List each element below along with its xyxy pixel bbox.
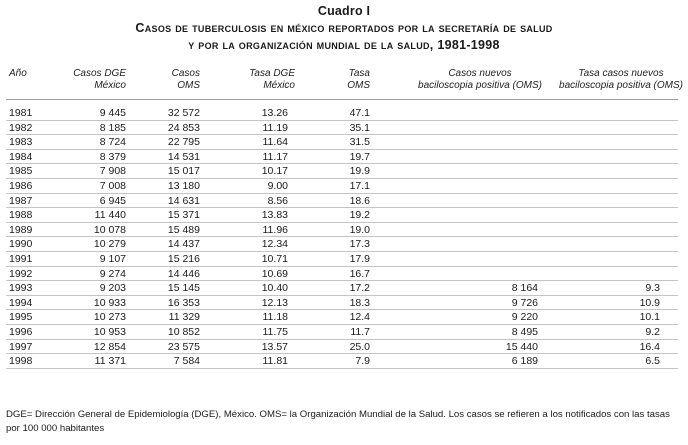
cell-tasa-oms: 19.9 bbox=[349, 165, 370, 178]
cell-casos-oms: 14 446 bbox=[167, 267, 200, 280]
cell-tasa-oms: 11.7 bbox=[350, 325, 370, 338]
cell-tasa-dge: 11.19 bbox=[262, 121, 288, 134]
cell-casos-nuevos: 15 440 bbox=[505, 340, 538, 353]
cell-tasa-oms: 12.4 bbox=[349, 311, 370, 324]
cell-tasa-casos-nuevos: 9.2 bbox=[645, 325, 660, 338]
header-divider bbox=[6, 99, 678, 100]
cell-tasa-oms: 17.1 bbox=[349, 179, 370, 192]
table-row bbox=[6, 121, 678, 136]
table-row bbox=[6, 237, 678, 252]
cell-year: 1997 bbox=[9, 340, 33, 353]
cell-casos-dge: 10 078 bbox=[93, 223, 126, 236]
cell-year: 1986 bbox=[9, 179, 33, 192]
cell-casos-nuevos: 9 726 bbox=[511, 296, 538, 309]
table-title-line-2: y por la organización mundial de la salud, 1981-1998 bbox=[188, 38, 500, 52]
cell-year: 1992 bbox=[9, 267, 33, 280]
cell-tasa-oms: 18.6 bbox=[349, 194, 370, 207]
cell-casos-dge: 11 440 bbox=[94, 209, 126, 222]
cell-tasa-dge: 11.64 bbox=[262, 136, 288, 149]
cell-year: 1998 bbox=[9, 355, 33, 368]
cell-tasa-oms: 35.1 bbox=[349, 121, 370, 134]
cell-tasa-oms: 7.9 bbox=[355, 355, 370, 368]
table-row bbox=[6, 354, 678, 369]
header-tasa-casos-nuevos: Tasa casos nuevos baciloscopia positiva (OMS) bbox=[559, 68, 683, 91]
cell-tasa-dge: 11.18 bbox=[262, 311, 288, 324]
table-row bbox=[6, 340, 678, 355]
table-row bbox=[6, 179, 678, 194]
cell-year: 1996 bbox=[9, 325, 33, 338]
table-row bbox=[6, 194, 678, 209]
cell-casos-nuevos: 8 495 bbox=[511, 325, 538, 338]
table-row bbox=[6, 223, 678, 238]
cell-casos-oms: 22 795 bbox=[167, 136, 200, 149]
cell-year: 1990 bbox=[9, 238, 33, 251]
cell-casos-dge: 8 379 bbox=[99, 150, 126, 163]
cell-casos-oms: 23 575 bbox=[167, 340, 200, 353]
table-row bbox=[6, 325, 678, 340]
cell-tasa-oms: 19.7 bbox=[349, 150, 370, 163]
cell-tasa-dge: 12.13 bbox=[261, 296, 288, 309]
cell-tasa-dge: 13.83 bbox=[261, 209, 288, 222]
header-year: Año bbox=[9, 68, 27, 79]
cell-year: 1984 bbox=[9, 150, 33, 163]
cell-year: 1988 bbox=[9, 209, 33, 222]
cell-casos-oms: 15 371 bbox=[167, 209, 200, 222]
cell-casos-oms: 13 180 bbox=[167, 179, 200, 192]
cell-tasa-oms: 17.3 bbox=[349, 238, 370, 251]
table-row bbox=[6, 135, 678, 150]
cell-casos-dge: 8 185 bbox=[99, 121, 126, 134]
cell-casos-dge: 10 279 bbox=[93, 238, 126, 251]
cell-tasa-dge: 13.26 bbox=[261, 107, 288, 119]
cell-casos-dge: 9 445 bbox=[99, 107, 126, 119]
cell-casos-oms: 7 584 bbox=[173, 355, 200, 368]
cell-tasa-oms: 25.0 bbox=[349, 340, 370, 353]
cell-tasa-casos-nuevos: 10.9 bbox=[639, 296, 660, 309]
table-row bbox=[6, 150, 678, 165]
cell-tasa-casos-nuevos: 10.1 bbox=[639, 311, 660, 324]
cell-tasa-dge: 10.17 bbox=[261, 165, 288, 178]
cell-casos-dge: 10 933 bbox=[93, 296, 126, 309]
cell-tasa-oms: 17.9 bbox=[349, 252, 370, 265]
cell-casos-dge: 9 274 bbox=[99, 267, 126, 280]
cell-tasa-oms: 19.2 bbox=[349, 209, 370, 222]
cell-tasa-oms: 17.2 bbox=[349, 282, 370, 295]
cell-casos-oms: 14 631 bbox=[167, 194, 200, 207]
table-footnote: DGE= Dirección General de Epidemiología (DGE), México. OMS= la Organización Mundial de la Salud. Los casos se refieren a los notificados con las tasas por 100 000 habitantes bbox=[6, 409, 670, 434]
cell-casos-oms: 14 531 bbox=[167, 150, 200, 163]
cell-casos-nuevos: 9 220 bbox=[511, 311, 538, 324]
cell-tasa-oms: 16.7 bbox=[349, 267, 370, 280]
header-casos-dge: Casos DGE México bbox=[73, 68, 126, 91]
cell-casos-oms: 14 437 bbox=[167, 238, 200, 251]
cell-year: 1983 bbox=[9, 136, 33, 149]
table-row bbox=[6, 164, 678, 179]
cell-tasa-dge: 9.00 bbox=[267, 179, 288, 192]
table-row bbox=[6, 296, 678, 311]
table-row bbox=[6, 106, 678, 121]
cell-tasa-dge: 10.69 bbox=[261, 267, 288, 280]
cell-year: 1995 bbox=[9, 311, 33, 324]
cell-tasa-oms: 47.1 bbox=[349, 107, 370, 119]
cell-casos-nuevos: 8 164 bbox=[511, 282, 538, 295]
cell-casos-dge: 8 724 bbox=[99, 136, 126, 149]
cell-tasa-oms: 19.0 bbox=[349, 223, 370, 236]
cell-tasa-dge: 10.40 bbox=[261, 282, 288, 295]
cell-tasa-dge: 11.75 bbox=[262, 325, 288, 338]
cell-tasa-dge: 11.81 bbox=[262, 355, 288, 368]
table-row bbox=[6, 281, 678, 296]
cell-tasa-casos-nuevos: 16.4 bbox=[639, 340, 660, 353]
cell-casos-dge: 10 953 bbox=[93, 325, 126, 338]
cell-casos-dge: 6 945 bbox=[99, 194, 126, 207]
cell-casos-oms: 15 489 bbox=[167, 223, 200, 236]
cell-tasa-dge: 10.71 bbox=[261, 252, 288, 265]
cell-tasa-dge: 13.57 bbox=[261, 340, 288, 353]
table-body bbox=[6, 106, 678, 369]
cell-casos-dge: 9 203 bbox=[99, 282, 126, 295]
cell-casos-oms: 24 853 bbox=[167, 121, 200, 134]
table-title-line-1: Casos de tuberculosis en méxico reportados por la secretaría de salud bbox=[135, 21, 553, 35]
table-row bbox=[6, 310, 678, 325]
cell-casos-dge: 7 008 bbox=[99, 179, 126, 192]
header-casos-nuevos: Casos nuevos baciloscopia positiva (OMS) bbox=[418, 68, 542, 91]
cell-casos-dge: 11 371 bbox=[94, 355, 126, 368]
cell-tasa-casos-nuevos: 9.3 bbox=[645, 282, 660, 295]
cell-casos-dge: 9 107 bbox=[99, 252, 126, 265]
cell-casos-oms: 32 572 bbox=[167, 107, 200, 119]
cell-casos-oms: 10 852 bbox=[167, 325, 200, 338]
cell-casos-dge: 7 908 bbox=[99, 165, 126, 178]
cell-tasa-dge: 11.17 bbox=[262, 150, 288, 163]
table-row bbox=[6, 252, 678, 267]
cell-casos-oms: 15 216 bbox=[167, 252, 200, 265]
cell-casos-oms: 11 329 bbox=[168, 311, 200, 324]
cell-year: 1994 bbox=[9, 296, 33, 309]
cell-year: 1985 bbox=[9, 165, 33, 178]
cell-year: 1989 bbox=[9, 223, 33, 236]
cell-casos-oms: 16 353 bbox=[167, 296, 200, 309]
cell-year: 1987 bbox=[9, 194, 33, 207]
cell-casos-nuevos: 6 189 bbox=[511, 355, 538, 368]
table-row bbox=[6, 208, 678, 223]
cell-year: 1982 bbox=[9, 121, 33, 134]
cell-casos-dge: 12 854 bbox=[93, 340, 126, 353]
cell-casos-oms: 15 145 bbox=[167, 282, 200, 295]
table-label: Cuadro I bbox=[317, 4, 371, 18]
header-tasa-dge: Tasa DGE México bbox=[249, 68, 295, 91]
cell-tasa-casos-nuevos: 6.5 bbox=[645, 355, 660, 368]
cell-casos-dge: 10 273 bbox=[93, 311, 126, 324]
cell-tasa-oms: 18.3 bbox=[349, 296, 370, 309]
cell-casos-oms: 15 017 bbox=[167, 165, 200, 178]
cell-year: 1991 bbox=[9, 252, 33, 265]
cell-year: 1981 bbox=[9, 107, 33, 119]
header-tasa-oms: Tasa OMS bbox=[347, 68, 370, 91]
cell-year: 1993 bbox=[9, 282, 33, 295]
cell-tasa-dge: 11.96 bbox=[262, 223, 288, 236]
table-row bbox=[6, 267, 678, 282]
cell-tasa-oms: 31.5 bbox=[349, 136, 370, 149]
cell-tasa-dge: 8.56 bbox=[267, 194, 288, 207]
header-casos-oms: Casos OMS bbox=[171, 68, 200, 91]
cell-tasa-dge: 12.34 bbox=[261, 238, 288, 251]
